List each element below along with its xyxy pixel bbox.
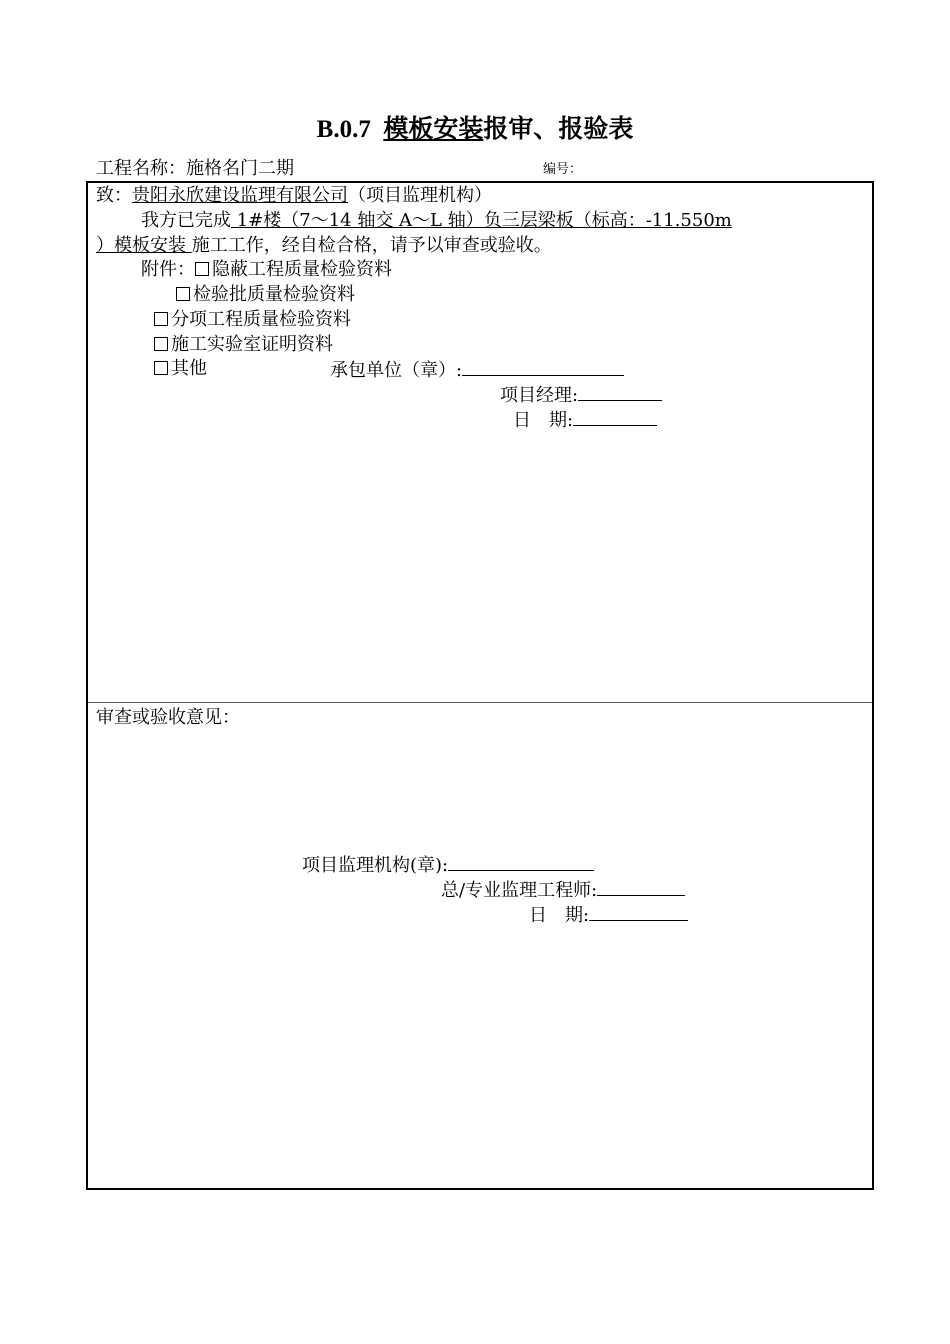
- attachment-item: [141, 258, 392, 282]
- title-underlined: 模板安装: [383, 116, 484, 143]
- report-date: [513, 407, 657, 433]
- project-name: 施格名门二期: [186, 158, 294, 179]
- work-line-1: [141, 209, 732, 233]
- review-date-label: 日 期:: [529, 905, 590, 926]
- work-line-2: [96, 234, 552, 258]
- attachment-item: [176, 283, 355, 307]
- recipient: 贵阳永欣建设监理有限公司: [132, 185, 348, 206]
- attachment-label: 隐蔽工程质量检验资料: [212, 259, 392, 280]
- recipient-line: [96, 184, 492, 208]
- attachment-label: 其他: [171, 358, 207, 379]
- attachments-label: 附件：: [141, 259, 195, 280]
- to-label: 致：: [96, 185, 132, 206]
- line1-prefix: 我方已完成: [141, 210, 231, 231]
- attachment-label: 施工实验室证明资料: [171, 334, 333, 355]
- manager-signature: [500, 382, 662, 408]
- engineer-signature: [441, 877, 685, 903]
- document-title: [0, 112, 950, 148]
- title-code: B.0.7: [316, 116, 371, 143]
- checkbox-icon[interactable]: [176, 287, 190, 301]
- number-label: 编号：: [543, 162, 583, 177]
- opinion-label: 审查或验收意见：: [96, 707, 240, 728]
- project-name-line: [96, 157, 294, 181]
- agency-label: 项目监理机构(章):: [302, 855, 449, 876]
- contractor-signature: [330, 357, 624, 383]
- line2-work: ）模板安装: [96, 235, 192, 256]
- review-date-blank[interactable]: [589, 902, 688, 921]
- contractor-blank[interactable]: [462, 357, 624, 376]
- recipient-suffix: （项目监理机构）: [348, 185, 492, 206]
- line1-work: 1#楼（7～14 轴交 A～L 轴）负三层梁板（标高：-11.550m: [231, 210, 732, 231]
- project-label: 工程名称：: [96, 158, 186, 179]
- title-rest: 报审、报验表: [483, 116, 634, 143]
- review-date: [529, 902, 688, 928]
- manager-blank[interactable]: [578, 382, 662, 401]
- agency-signature: [302, 852, 594, 878]
- line2-suffix: 施工工作，经自检合格，请予以审查或验收。: [191, 235, 552, 256]
- attachment-label: 分项工程质量检验资料: [171, 309, 351, 330]
- checkbox-icon[interactable]: [154, 337, 168, 351]
- engineer-label: 总/专业监理工程师:: [441, 880, 598, 901]
- section-divider: [88, 702, 872, 703]
- engineer-blank[interactable]: [597, 877, 685, 896]
- checkbox-icon[interactable]: [154, 312, 168, 326]
- attachment-item: [154, 308, 351, 332]
- report-date-blank[interactable]: [573, 407, 657, 426]
- contractor-label: 承包单位（章）:: [330, 360, 463, 381]
- agency-blank[interactable]: [448, 852, 594, 871]
- attachment-item: [154, 357, 207, 381]
- report-date-label: 日 期:: [513, 410, 574, 431]
- manager-label: 项目经理:: [500, 385, 579, 406]
- checkbox-icon[interactable]: [154, 361, 168, 375]
- checkbox-icon[interactable]: [195, 262, 209, 276]
- attachment-label: 检验批质量检验资料: [193, 284, 355, 305]
- attachment-item: [154, 333, 333, 357]
